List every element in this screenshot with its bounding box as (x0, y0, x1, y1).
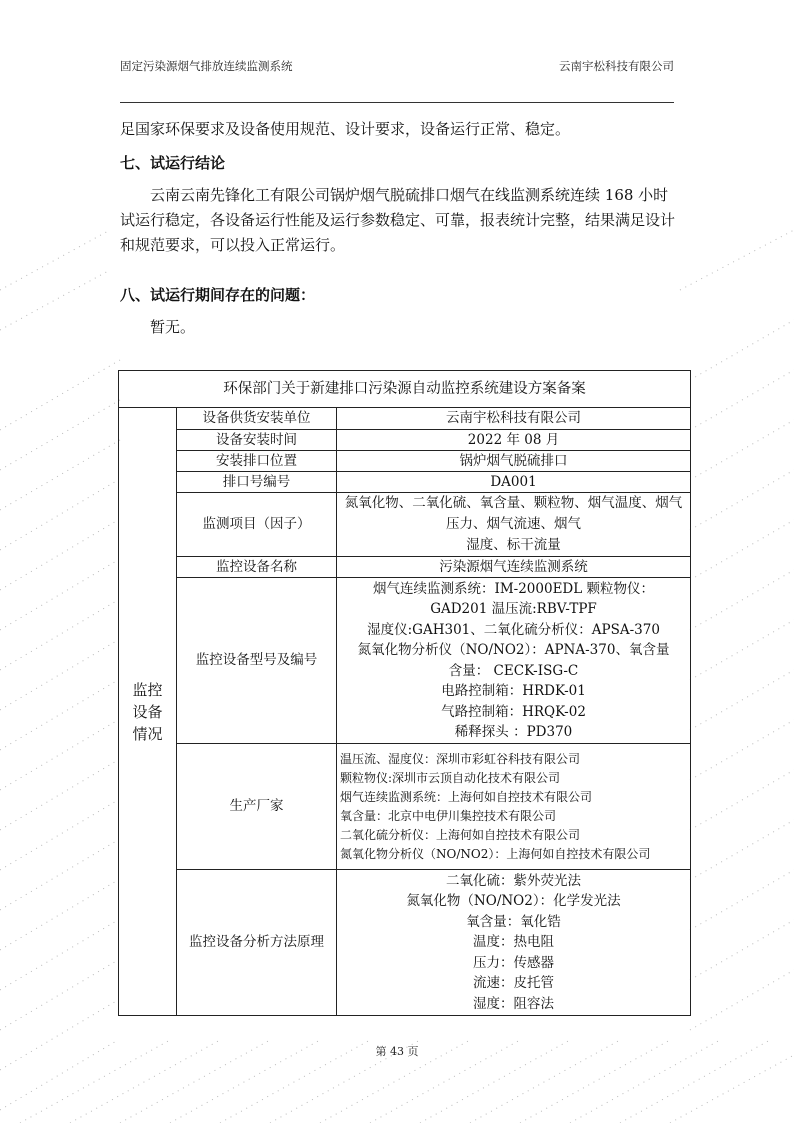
row-value-manufacturer: 温压流、湿度仪：深圳市彩虹谷科技有限公司 颗粒物仪:深圳市云顶自动化技术有限公司 烟气连续监测系统：上海何如自控技术有限公司 氧含量：北京中电伊川集控技术有限公司 二氧化硫分析仪：上海何如自控技术有限公司 氮氧化物分析仪（NO/NO2）：上海何如自控技术有限公司 (337, 744, 691, 870)
row-label-monitoring-items: 监测项目（因子） (177, 493, 337, 557)
row-value-device-model: 烟气连续监测系统：IM-2000EDL 颗粒物仪： GAD201 温压流:RBV-TPF 湿度仪:GAH301、二氧化硫分析仪：APSA-370 氮氧化物分析仪（NO/NO2）：APNA-370、氧含量 含量： CECK-ISG-C 电路控制箱：HRDK-01 气路控制箱：HRQK-02 稀释探头 ：PD370 (337, 578, 691, 744)
page-number: 第 43 页 (375, 1045, 419, 1058)
row-value-monitoring-items: 氮氧化物、二氧化硫、氧含量、颗粒物、烟气温度、烟气压力、烟气流速、烟气 湿度、标干流量 (337, 493, 691, 557)
section-8-heading: 八、试运行期间存在的问题： (120, 286, 316, 304)
row-label-device-model: 监控设备型号及编号 (177, 578, 337, 744)
row-value-device-name: 污染源烟气连续监测系统 (337, 557, 691, 578)
row-value-supplier: 云南宇松科技有限公司 (337, 408, 691, 430)
row-label-outlet-location: 安装排口位置 (177, 451, 337, 472)
table-title: 环保部门关于新建排口污染源自动监控系统建设方案备案 (119, 371, 691, 408)
section-7-heading: 七、试运行结论 (120, 154, 226, 172)
equipment-group-label: 监控 设备 情况 (119, 408, 177, 1016)
section-8-paragraph: 暂无。 (150, 318, 196, 336)
monitoring-equipment-table (118, 370, 691, 1016)
section-7-paragraph: 云南云南先锋化工有限公司锅炉烟气脱硫排口烟气在线监测系统连续 168 小时试运行稳定，各设备运行性能及运行参数稳定、可靠，报表统计完整，结果满足设计和规范要求，可以投入正常运行。 (120, 186, 676, 254)
continuation-line: 足国家环保要求及设备使用规范、设计要求，设备运行正常、稳定。 (120, 120, 571, 138)
row-label-device-name: 监控设备名称 (177, 557, 337, 578)
header-divider (120, 102, 674, 103)
header-company-name: 云南宇松科技有限公司 (559, 59, 674, 73)
row-value-outlet-location: 锅炉烟气脱硫排口 (337, 451, 691, 472)
header-left-title: 固定污染源烟气排放连续监测系统 (120, 59, 293, 73)
row-value-install-time: 2022 年 08 月 (337, 430, 691, 451)
row-label-supplier: 设备供货安装单位 (177, 408, 337, 430)
row-label-install-time: 设备安装时间 (177, 430, 337, 451)
row-value-analysis-method: 二氧化硫：紫外荧光法 氮氧化物（NO/NO2）：化学发光法 氧含量：氧化锆 温度：热电阻 压力：传感器 流速：皮托管 湿度：阻容法 (337, 870, 691, 1016)
row-label-analysis-method: 监控设备分析方法原理 (177, 870, 337, 1016)
row-label-manufacturer: 生产厂家 (177, 744, 337, 870)
row-value-outlet-number: DA001 (337, 472, 691, 493)
row-label-outlet-number: 排口号编号 (177, 472, 337, 493)
